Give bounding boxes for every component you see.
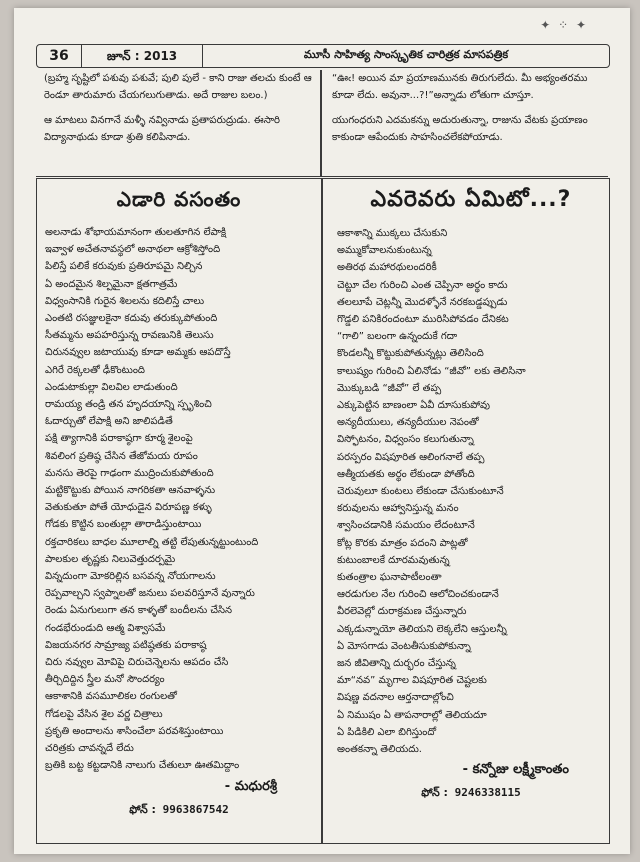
column-divider [320, 70, 322, 176]
poem-line: విస్ఫోటనం, విధ్వంసం కలుగుతున్నా [337, 434, 474, 446]
poem-line: అన్యదీయులు, తన్యదీయుల నెపంతో [337, 417, 479, 429]
poem-line: ఏ అందమైన శిల్పమైనా క్షతగాత్రమే [45, 278, 178, 290]
poem-line: ఎండుటాకుల్లా విలవిల లాడుతుంది [45, 381, 178, 393]
phone-number: 9963867542 [162, 802, 229, 816]
phone-label: ఫోన్ : [421, 786, 448, 800]
poem-line: చరిత్రకు చావన్నదే లేదు [45, 743, 134, 755]
poem-title: ఎడారి వసంతం [116, 187, 242, 211]
page-header [36, 44, 610, 68]
poem-line: ఎక్కుపెట్టిన బాణంలా ఏవీ దూసుకుపోవు [337, 400, 491, 412]
poem-line: గోడకు కొట్టిన బంతుల్లా తారాడిస్తుంటాయి [45, 519, 202, 531]
poem-line: పాలకుల తృష్ణకు నిలువెత్తుదర్పమై [45, 553, 176, 565]
poem-line: విధ్వంసానికి గురైన శిలలను కదిలిస్తే చాలు [45, 295, 205, 307]
poem-author: - మధురశ్రీ [224, 778, 277, 794]
poem-line: శ్వాసించడానికి సమయం లేదంటూనే [337, 520, 475, 532]
poem-line: చెట్టూ చేల గురించి ఎంత చెప్పినా అర్థం కాదు [337, 279, 508, 291]
story-paragraph: ఆ మాటలు వినగానే మళ్ళీ నవ్వినాడు ప్రతాపరుద్రుడు. ఈసారి విద్యానాథుడు కూడా శ్రుతి కలిపినాడు. [44, 115, 280, 143]
poem-line: తీర్చిదిద్దిన స్త్రీల మనో సౌందర్యం [45, 674, 165, 686]
header-ornament: ✦ ⁘ ✦ [540, 18, 588, 32]
poem-line: జన జీవితాన్ని దుర్భరం చేస్తున్న [337, 658, 456, 670]
poem-line: పరస్పరం విషపూరిత ఆలింగనాలే తప్ప [337, 451, 485, 463]
poem-line: చిరు నవ్వుల మోవిపై చిరుచెన్నెలను ఆపదం చేసి [45, 657, 229, 669]
poem-line: మట్టికొట్టుకు పోయిన నాగరికతా ఆనవాళ్ళను [45, 485, 216, 497]
poem-line: చిరునవ్వుల జటాయువు కూడా అమ్మకు ఆపదొస్తే [45, 347, 231, 359]
poem-line: ఎక్కడున్నాయో తెలియని లెక్కలేని ఆస్తులన్నీ [337, 623, 507, 635]
poem-line: కుటుంబాలకే దూరమవుతున్న [337, 554, 450, 566]
poem-line: పిలిస్తే పలికే కరువుకు ప్రతిరూపమై నిల్చిన [45, 261, 203, 273]
phone-label: ఫోన్ : [129, 802, 156, 816]
poem-line: కుతంత్రాల ఘనాపాటీలంతా [337, 572, 442, 584]
poem-lines [337, 225, 605, 758]
story-paragraph: “ఊఁ! అయిన మా ప్రయాణమునకు తిరుగులేదు. మీ అభ్యంతరము కూడా లేదు. అవునా...?!”అన్నాడు లోతుగా చూస్తూ. [332, 73, 588, 101]
magazine-page [14, 8, 630, 854]
poem-title: ఎవరెవరు ఏమిటో...? [370, 187, 572, 212]
poem-line: ప్రకృతి అందాలను శాసించేలా పరవశిస్తుంటాయి [45, 725, 224, 737]
story-paragraph: (బ్రహ్మ సృష్టిలో పశువు పశువే; పులి పులే - కాని రాజు తలచు కుంటే ఆ రెండూ తారుమారు చేయగలుగుతాడు. అదే రాజుల బలం.) [44, 73, 312, 101]
poem-line: రెండు ఏనుగులుగా తన కాళ్ళతో బందీలను చేసిన [45, 605, 233, 617]
story-left-column [44, 70, 314, 154]
author-phone [337, 786, 605, 802]
poem-line: తలలూపే చెట్లన్నీ మొదళ్ళోనే నరకబడ్డప్పుడు [337, 296, 508, 308]
poem-line: అతిరథ మహారథులందరికీ [337, 262, 437, 274]
poem-line: మా“నవ” మృగాల విషపూరిత చెష్టలకు [337, 675, 487, 687]
poem-line: చెరువులూ కుంటలు లేకుండా చేసుకుంటూనే [337, 486, 504, 498]
poem-line: ఆరడుగుల నేల గురించి ఆలోచించకుండానే [337, 589, 499, 601]
poem-line: కాలుష్యం గురించి ఏలినోడు “జీవో” లకు తెలిసినా [337, 365, 526, 377]
poem-line: పక్షి త్యాగానికి పరాకాష్ఠగా కూర్మ శైలంపై [45, 433, 193, 445]
poem-line: ఎంతటి రసజ్ఞులకైనా కదువు తరుక్కుపోతుంది [45, 313, 218, 325]
poem-line: వీరలెవెల్లో దురాక్రమణ చేస్తున్నారు [337, 606, 467, 618]
poem-line: గండభేరుండుది ఆత్మ విశ్వాసమే [45, 622, 166, 634]
poem-line: మొక్కుబడి “జీవో” లే తప్ప [337, 382, 442, 394]
story-right-column [332, 70, 602, 154]
poem-line: విజయనగర సామ్రాజ్య పటిష్ఠతకు పరాకాష్ఠ [45, 639, 207, 651]
poem-line: ఇవ్వాళ అచేతనావస్థలో అనాథలా ఆక్రోశిస్తోంది [45, 244, 221, 256]
poem-line: “గాలి” బలంగా ఉన్నందుకే గదా [337, 331, 458, 343]
magazine-name: మూసీ సాహిత్య సాంస్కృతిక చారిత్రక మాసపత్రిక [303, 48, 509, 61]
poem-line: ఎగిరే రెక్కలతో ఢీకొంటుంది [45, 364, 145, 376]
poem-line: విన్నదుంగా మోకరిల్లిన బసవన్న నోయగాలను [45, 571, 216, 583]
poem-line: ఏ మోసగాడు వెంటతీసుకుపోకున్నా [337, 640, 471, 652]
poem-line: ఏ నిముషం ఏ తాపనారాల్లో తెలియదూ [337, 709, 487, 721]
phone-number: 9246338115 [454, 786, 521, 800]
poem-line: విషణ్ణ వదనాల ఆర్తనాదాల్లోంచి [337, 692, 454, 704]
poem-line: బ్రతికి బట్ట కట్టడానికి నాలుగు చేతులూ ఊతమిద్దాం [45, 760, 240, 772]
poem-line: వెతుకుతూ పోతే యోధుడైన విరూపణ్ణ కళ్ళు [45, 502, 212, 514]
poem-author: - కన్నోజు లక్ష్మీకాంతం [462, 762, 569, 778]
poem-line: ఆకాశాన్ని ముక్కలు చేసుకుని [337, 228, 448, 239]
story-paragraph: యుగంధరుని ఎదమకన్ను అదురుతున్నా, రాజును వేటకు ప్రయాణం కాకుండా ఆపేందుకు సాహసించలేకపోయాడు. [332, 115, 588, 143]
poem-line: ఓదార్చుతో లేపాక్షి అని జాలిపడితే [45, 416, 173, 428]
poem-line: రామయ్య తండ్రి తన హృదయాన్ని స్పృశించి [45, 399, 212, 411]
poem-line: కరువులను ఆహ్వానిస్తున్న మనం [337, 503, 459, 515]
poem-line: రెప్పవాల్చని స్వప్నాలతో జనులు పలవరిస్తూనే వున్నారు [45, 588, 255, 600]
poem-line: గోడలపై వేసిన శైల వర్ణ చిత్రాలు [45, 708, 163, 720]
poem-line: అంతకన్నా తెలియదు. [337, 744, 422, 756]
page-number: 36 [37, 45, 82, 67]
poem-line: అలనాడు శోభాయమానంగా తులతూగిన లేపాక్షి [45, 227, 227, 238]
story-continuation [36, 70, 608, 177]
poem-line: ఆత్మీయతకు అర్థం లేకుండా పోతోంది [337, 468, 475, 480]
poems-section [36, 178, 610, 844]
poem-right [337, 187, 605, 802]
poem-line: సీతమ్మను అపహరిస్తున్న రావణునికి తెలుసు [45, 330, 214, 342]
poem-left [45, 187, 313, 819]
poem-line: ఆకాశానికి వసమూలికల రంగులతో [45, 691, 177, 703]
poem-line: అమ్ముకోవాలనుకుంటున్న [337, 245, 432, 257]
poem-lines [45, 224, 313, 775]
poem-line: కోట్ల కొరకు మాత్రం పదంని పాట్లతో [337, 537, 468, 549]
column-divider [321, 179, 323, 843]
poem-line: రక్తచారికలు బాధల మూలాల్ని తట్టి లేపుతున్నట్టుంటుంది [45, 536, 259, 548]
poem-line: కొండలన్నీ కొట్టుకుపోతున్నట్లు తెలిసింది [337, 348, 484, 360]
poem-line: ఏ పిడికిలి ఎలా బిగిస్తుందో [337, 726, 437, 738]
poem-line: శివలింగ ప్రతిష్ఠ చేసిన తేజోమయ రూపం [45, 450, 198, 462]
poem-line: గొడ్డలి పనికిరందంటూ మురిసిపోవడం దేనికట [337, 314, 509, 326]
author-phone [45, 803, 313, 819]
issue-date: జూన్ : 2013 [82, 45, 203, 67]
poem-line: మనసు తెరపై గాఢంగా ముద్రించుకుపోతుంది [45, 467, 214, 479]
